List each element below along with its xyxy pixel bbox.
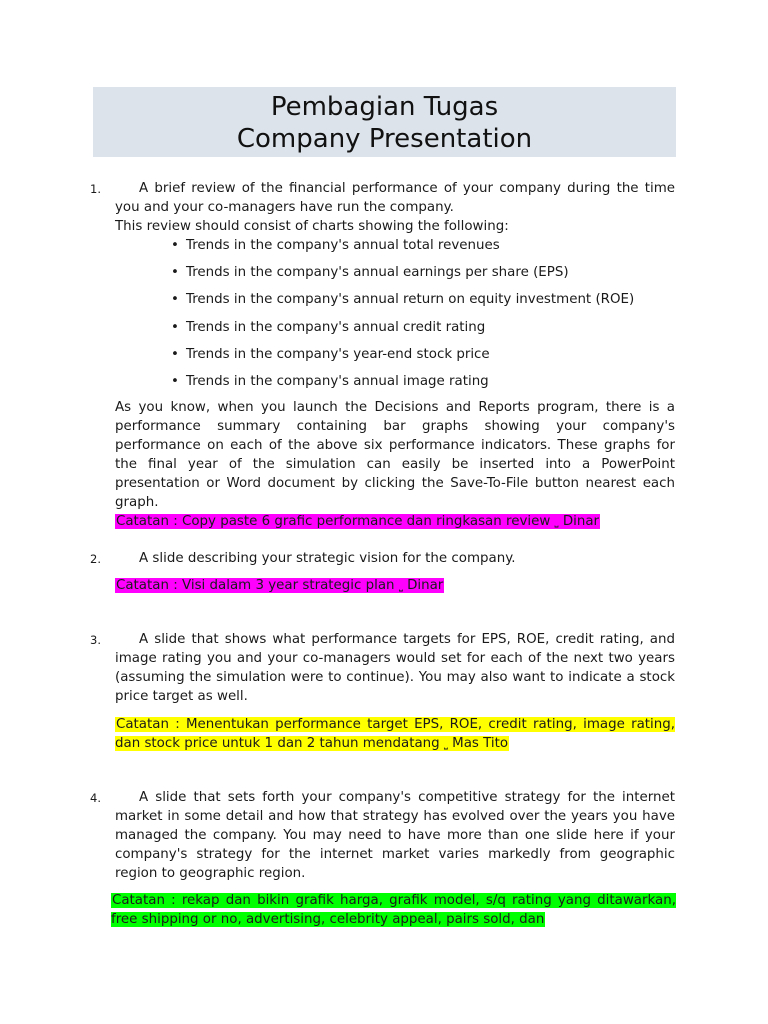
bullet-icon: • (171, 346, 179, 362)
list-item: • Trends in the company's annual credit rating (171, 319, 486, 335)
task-item-3 (90, 630, 675, 706)
item-lead: A brief review of the financial performance of your company during the time you and your co-managers have run the company. (115, 181, 675, 215)
note-item-1 (115, 512, 675, 532)
title-banner (93, 87, 676, 157)
list-item: • Trends in the company's annual earnings per share (EPS) (171, 265, 569, 281)
item-lead: A slide that sets forth your company's competitive strategy for the internet market in some detail and how that strategy has evolved over the years you have managed the company. You may need to have more than one slide here if your company's strategy for the internet market varies markedly from geographic region to geographic region. (115, 790, 675, 881)
item-number: 1. (90, 182, 101, 196)
bullet-icon: • (171, 238, 179, 253)
list-item: • Trends in the company's annual image rating (171, 373, 489, 389)
list-item: • Trends in the company's annual return on equity investment (ROE) (171, 292, 635, 308)
note-item-4 (111, 891, 676, 929)
note-item-3 (115, 715, 675, 754)
note-highlight: Catatan : Menentukan performance target EPS, ROE, credit rating, image rating, dan stock price untuk 1 dan 2 tahun mendatang ⎵ Mas Tito (115, 717, 675, 751)
space-marker-icon: ⎵ (398, 581, 403, 592)
bullet-icon: • (171, 373, 179, 389)
page-subtitle: Company Presentation (236, 124, 533, 154)
item-lead: A slide describing your strategic vision for the company. (139, 551, 516, 566)
item-lead-2: This review should consist of charts showing the following: (115, 219, 509, 234)
task-item-1 (90, 179, 675, 399)
task-item-4 (90, 788, 675, 883)
item-number: 2. (90, 552, 101, 566)
item-paragraph: As you know, when you launch the Decisions and Reports program, there is a performance summary containing bar graphs showing your company's performance on each of the above six performance indicators. These graphs for the final year of the simulation can easily be inserted into a PowerPoint presentation or Word document by clicking the Save-To-File button nearest each graph. (115, 400, 675, 510)
page-title: Pembagian Tugas (270, 92, 499, 122)
bullet-list (115, 236, 675, 399)
note-highlight: Catatan : rekap dan bikin grafik harga, grafik model, s/q rating yang ditawarkan, free shipping or no, advertising, celebrity appeal, pairs sold, dan (111, 893, 676, 927)
note-highlight: Catatan : Visi dalam 3 year strategic plan ⎵ Dinar (116, 578, 444, 593)
space-marker-icon: ⎵ (443, 739, 448, 750)
item-number: 3. (90, 633, 101, 647)
bullet-icon: • (171, 292, 179, 308)
item-lead: A slide that shows what performance targets for EPS, ROE, credit rating, and image rating you and your co-managers would set for each of the next two years (assuming the simulation were to continue). You may also want to indicate a stock price target as well. (115, 632, 675, 704)
note-item-2 (115, 576, 675, 596)
task-item-2 (90, 549, 675, 568)
list-item: • Trends in the company's year-end stock price (171, 346, 490, 362)
bullet-icon: • (171, 319, 179, 335)
list-item: • Trends in the company's annual total revenues (171, 238, 500, 253)
bullet-icon: • (171, 265, 179, 281)
item-number: 4. (90, 791, 101, 805)
note-highlight: Catatan : Copy paste 6 grafic performance dan ringkasan review ⎵ Dinar (116, 514, 600, 529)
space-marker-icon: ⎵ (554, 517, 559, 528)
